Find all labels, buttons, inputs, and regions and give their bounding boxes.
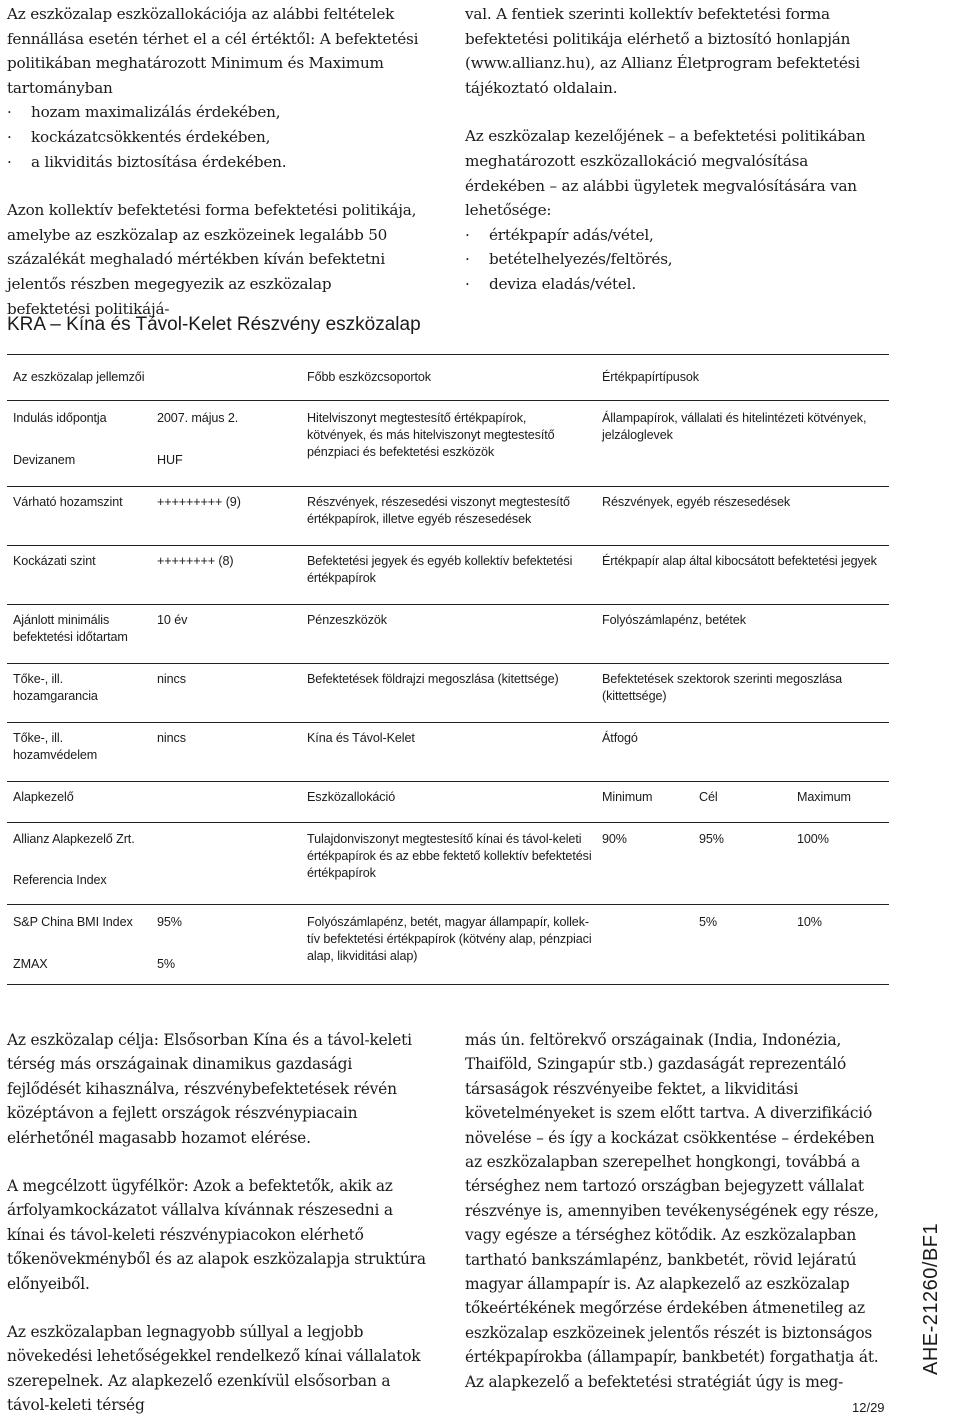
top-left-column <box>7 2 419 321</box>
table-rule <box>7 354 889 355</box>
allocation-liquidity-max: 10% <box>797 915 822 929</box>
table-rule <box>7 722 889 723</box>
allocation-paragraph: Az eszközalap eszközallokációja az alábbi feltételek fennállása esetén térhet el a cél értéktől: A befektetési politikában meghatározott Minimum és Maximum tartományban <box>7 5 419 97</box>
capital-guarantee-label: Tőke-, ill. hozamgarancia <box>13 672 98 703</box>
expected-yield-value: +++++++++ (9) <box>157 495 241 509</box>
bottom-right-column <box>465 1028 890 1394</box>
table-rule <box>7 904 889 905</box>
asset-group-cell: Részvények, részesedési viszonyt megtestesítő értékpapírok, illetve egyéb részesedések <box>307 495 570 526</box>
risk-level-label: Kockázati szint <box>13 554 96 568</box>
bottom-left-column <box>7 1028 427 1418</box>
benchmark-index-name: S&P China BMI Index <box>13 915 133 929</box>
sector-region-cell: Átfogó <box>602 731 638 745</box>
fund-heading: KRA – Kína és Távol-Kelet Részvény eszközalap <box>7 314 421 335</box>
table-rule <box>7 545 889 546</box>
header-minimum: Minimum <box>602 790 653 804</box>
benchmark-index-weight: 5% <box>157 957 176 971</box>
geographic-region-cell: Kína és Távol-Kelet <box>307 731 415 745</box>
asset-group-cell: Befektetési jegyek és egyéb kollektív befektetési értékpapírok <box>307 554 573 585</box>
list-item: · a likviditás biztosítása érdekében. <box>7 152 287 171</box>
header-maximum: Maximum <box>797 790 851 804</box>
table-rule <box>7 781 889 782</box>
header-target: Cél <box>699 790 718 804</box>
recommended-horizon-label: Ajánlott minimális befektetési időtartam <box>13 613 128 644</box>
security-type-cell: Folyószámlapénz, betétek <box>602 613 746 627</box>
header-asset-groups: Főbb eszközcsoportok <box>307 370 431 384</box>
list-item: · hozam maximalizálás érdekében, <box>7 103 281 122</box>
asset-group-cell: Hitelviszonyt megtestesítő értékpapírok, kötvények, és más hitelviszonyt megtestesítő pénzpiaci és befektetési eszközök <box>307 411 555 459</box>
currency-label: Devizanem <box>13 453 76 467</box>
header-fund-manager: Alapkezelő <box>13 790 74 804</box>
list-item: · értékpapír adás/vétel, <box>465 225 654 244</box>
risk-level-value: ++++++++ (8) <box>157 554 234 568</box>
table-rule <box>7 984 889 985</box>
holdings-paragraph: Az eszközalapban legnagyobb súllyal a legjobb növekedési lehetőségekkel rendelkező kínai vállalatok szerepelnek. Az alapkezelő ezenkívül elsősorban a távol-keleti térség <box>7 1323 421 1415</box>
page-number: 12/29 <box>852 1400 885 1415</box>
currency-value: HUF <box>157 453 183 467</box>
allocation-liquidity-cell: Folyószámlapénz, betét, magyar állampapír, kollektív befektetési értékpapírok (kötvény alap, pénzpiaci alap, likviditási alap) <box>307 915 592 963</box>
benchmark-label: Referencia Index <box>13 873 107 887</box>
benchmark-index-name: ZMAX <box>13 957 48 971</box>
allocation-equity-min: 90% <box>602 832 627 846</box>
security-type-cell: Állampapírok, vállalati és hitelintézeti kötvények, jelzáloglevek <box>602 411 867 442</box>
manager-options-paragraph: Az eszközalap kezelőjének – a befektetési politikában meghatározott eszközallokáció megvalósítása érdekében – az alábbi ügyletek megvalósítására van lehetősége: <box>465 127 866 220</box>
strategy-paragraph: más ún. feltörekvő országainak (India, Indonézia, Thaiföld, Szingapúr stb.) gazdaságát reprezentáló társaságok részvényeibe fektet, a likviditási követelményeket is szem előtt tartva. A diverzifikáció növelése – és így a kockázat csökkentése – érdekében az eszközalapban szerepelhet hongkongi, továbbá a térséghez nem tartozó országban bejegyzett vállalat részvénye is, amennyiben tevékenységének egy része, vagy egésze a térséghez kötődik. Az eszközalapban tartható bankszámlapénz, bankbetét, rövid lejáratú magyar állampapír is. Az alapkezelő az eszközalap tőkeértékének megőrzése érdekében átmenetileg az eszközalap eszközeinek jelentős részét is biztonságos értékpapírokba (állampapír, bankbetét) forgathatja át. Az alapkezelő a befektetési stratégiát úgy is meg- <box>465 1031 879 1391</box>
allocation-equity-cell: Tulajdonviszonyt megtestesítő kínai és távol-keleti értékpapírok és az ebbe fektető kollektív befektetési értékpapírok <box>307 832 592 880</box>
launch-date-value: 2007. május 2. <box>157 411 239 425</box>
benchmark-index-weight: 95% <box>157 915 182 929</box>
document-code: AHE-21260/BF1 <box>920 1222 942 1375</box>
list-item: · deviza eladás/vétel. <box>465 274 636 293</box>
collective-policy-paragraph: Azon kollektív befektetési forma befektetési politikája, amelybe az eszközalap az eszközeinek legalább 50 százalékát meghaladó mértékben kíván befektetni jelentős részben megegyezik az eszközalap befektetési politikájá- <box>7 201 417 318</box>
header-asset-allocation: Eszközallokáció <box>307 790 396 804</box>
allocation-liquidity-target: 5% <box>699 915 718 929</box>
sector-exposure-cell: Befektetések szektorok szerinti megoszlása (kittettsége) <box>602 672 843 703</box>
list-item: · betételhelyezés/feltörés, <box>465 250 673 269</box>
security-type-cell: Részvények, egyéb részesedések <box>602 495 791 509</box>
list-item: · kockázatcsökkentés érdekében, <box>7 127 271 146</box>
geographic-exposure-cell: Befektetések földrajzi megoszlása (kitettsége) <box>307 672 559 686</box>
table-rule <box>7 604 889 605</box>
fund-objective-paragraph: Az eszközalap célja: Elsősorban Kína és a távol-keleti térség más országainak dinamikus gazdasági fejlődését kihasználva, részvénybefektetések révén középtávon a fejlett országok részvénypiacain elérhetőnél magasabb hozamot elérése. <box>7 1031 412 1147</box>
table-rule <box>7 663 889 664</box>
target-clients-paragraph: A megcélzott ügyfélkör: Azok a befektetők, akik az árfolyamkockázatot vállalva kívánnak részesedni a kínai és távol-keleti részvénypiacokon elérhető tőkenövekményből és az alapok eszközalapja struktúra előnyeiből. <box>7 1177 426 1293</box>
allocation-equity-max: 100% <box>797 832 829 846</box>
capital-protection-label: Tőke-, ill. hozamvédelem <box>13 731 98 762</box>
capital-guarantee-value: nincs <box>157 672 186 686</box>
table-rule <box>7 822 889 823</box>
launch-date-label: Indulás időpontja <box>13 411 107 425</box>
security-type-cell: Értékpapír alap által kibocsátott befektetési jegyek <box>602 554 877 568</box>
allocation-equity-target: 95% <box>699 832 724 846</box>
policy-availability-paragraph: val. A fentiek szerinti kollektív befektetési forma befektetési politikája elérhető a biztosító honlapján (www.allianz.hu), az Allianz Életprogram befektetési tájékoztató oldalain. <box>465 5 860 97</box>
header-characteristics: Az eszközalap jellemzői <box>13 370 145 384</box>
header-security-types: Értékpapírtípusok <box>602 370 700 384</box>
top-right-column <box>465 2 890 297</box>
recommended-horizon-value: 10 év <box>157 613 188 627</box>
table-rule <box>7 486 889 487</box>
asset-group-cell: Pénzeszközök <box>307 613 388 627</box>
capital-protection-value: nincs <box>157 731 186 745</box>
table-rule <box>7 400 889 401</box>
fund-manager-value: Allianz Alapkezelő Zrt. <box>13 832 135 846</box>
expected-yield-label: Várható hozamszint <box>13 495 123 509</box>
